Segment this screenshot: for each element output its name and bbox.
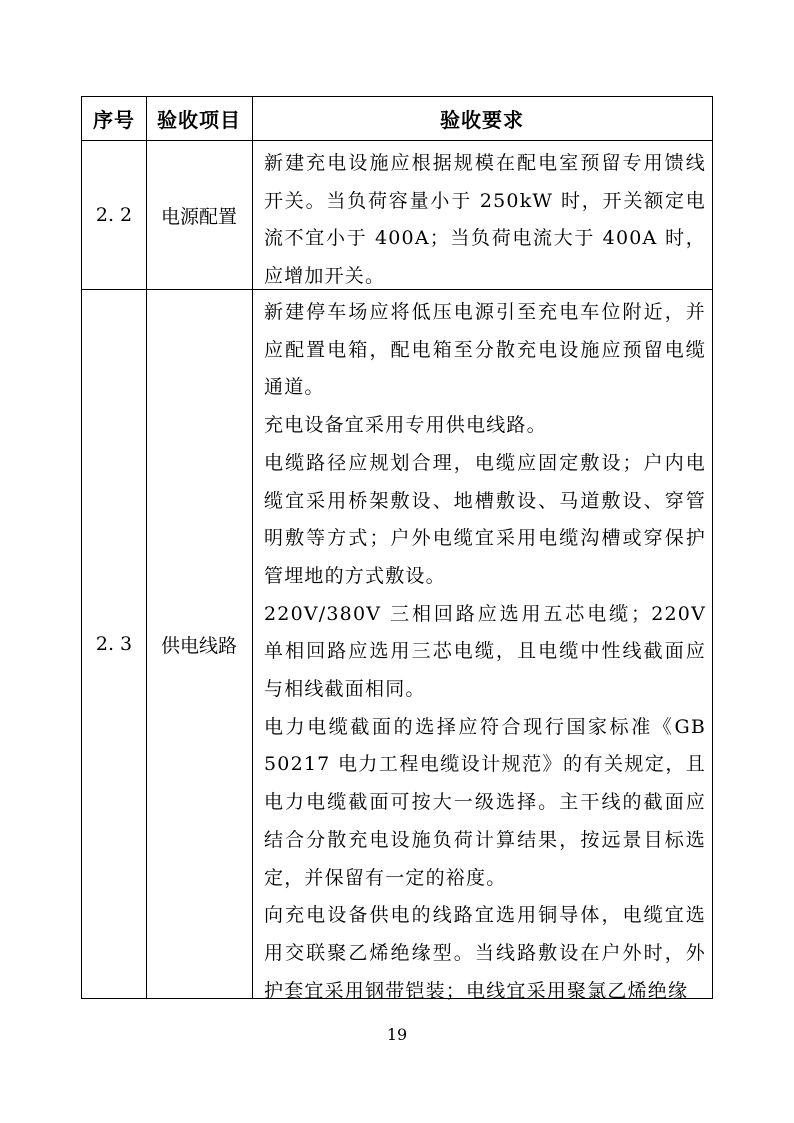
row-2-2-index: 2. 2 (95, 204, 133, 226)
column-divider-2 (252, 97, 253, 998)
requirement-paragraph: 220V/380V 三相回路应选用五芯电缆；220V 单相回路应选用三芯电缆，且电缆中性线截面应与相线截面相同。 (264, 602, 706, 701)
row-2-2-item: 电源配置 (160, 205, 237, 228)
page-number: 19 (386, 1025, 408, 1044)
header-index: 序号 (93, 108, 135, 132)
header-requirement: 验收要求 (440, 108, 524, 132)
requirement-paragraph: 电缆路径应规划合理，电缆应固定敷设；户内电缆宜采用桥架敷设、地槽敷设、马道敷设、穿管明敷等方式；户外电缆宜采用电缆沟槽或穿保护管埋地的方式敷设。 (264, 451, 706, 587)
row-2-3-item: 供电线路 (160, 634, 237, 657)
row-2-3-index: 2. 3 (95, 633, 133, 655)
row-2-3-requirement (258, 294, 712, 1010)
requirement-paragraph: 新建停车场应将低压电源引至充电车位附近，并应配置电箱，配电箱至分散充电设施应预留电缆通道。 (264, 301, 706, 399)
row-2-2-requirement (258, 145, 712, 296)
requirement-paragraph: 充电设备宜采用专用供电线路。 (264, 414, 547, 437)
requirement-paragraph: 电力电缆截面的选择应符合现行国家标准《GB 50217 电力工程电缆设计规范》的有关规定，且电力电缆截面可按大一级选择。主干线的截面应结合分散充电设施负荷计算结果，按远景目标选定，并保留有一定的裕度。 (264, 715, 706, 889)
acceptance-table (81, 96, 713, 1002)
requirement-paragraph: 新建充电设施应根据规模在配电室预留专用馈线开关。当负荷容量小于 250kW 时，开关额定电流不宜小于 400A；当负荷电流大于 400A 时，应增加开关。 (264, 152, 706, 288)
requirement-paragraph: 向充电设备供电的线路宜选用铜导体，电缆宜选用交联聚乙烯绝缘型。当线路敷设在户外时，外护套宜采用钢带铠装；电线宜采用聚氯乙烯绝缘 (264, 904, 706, 1002)
header-item: 验收项目 (157, 108, 241, 132)
